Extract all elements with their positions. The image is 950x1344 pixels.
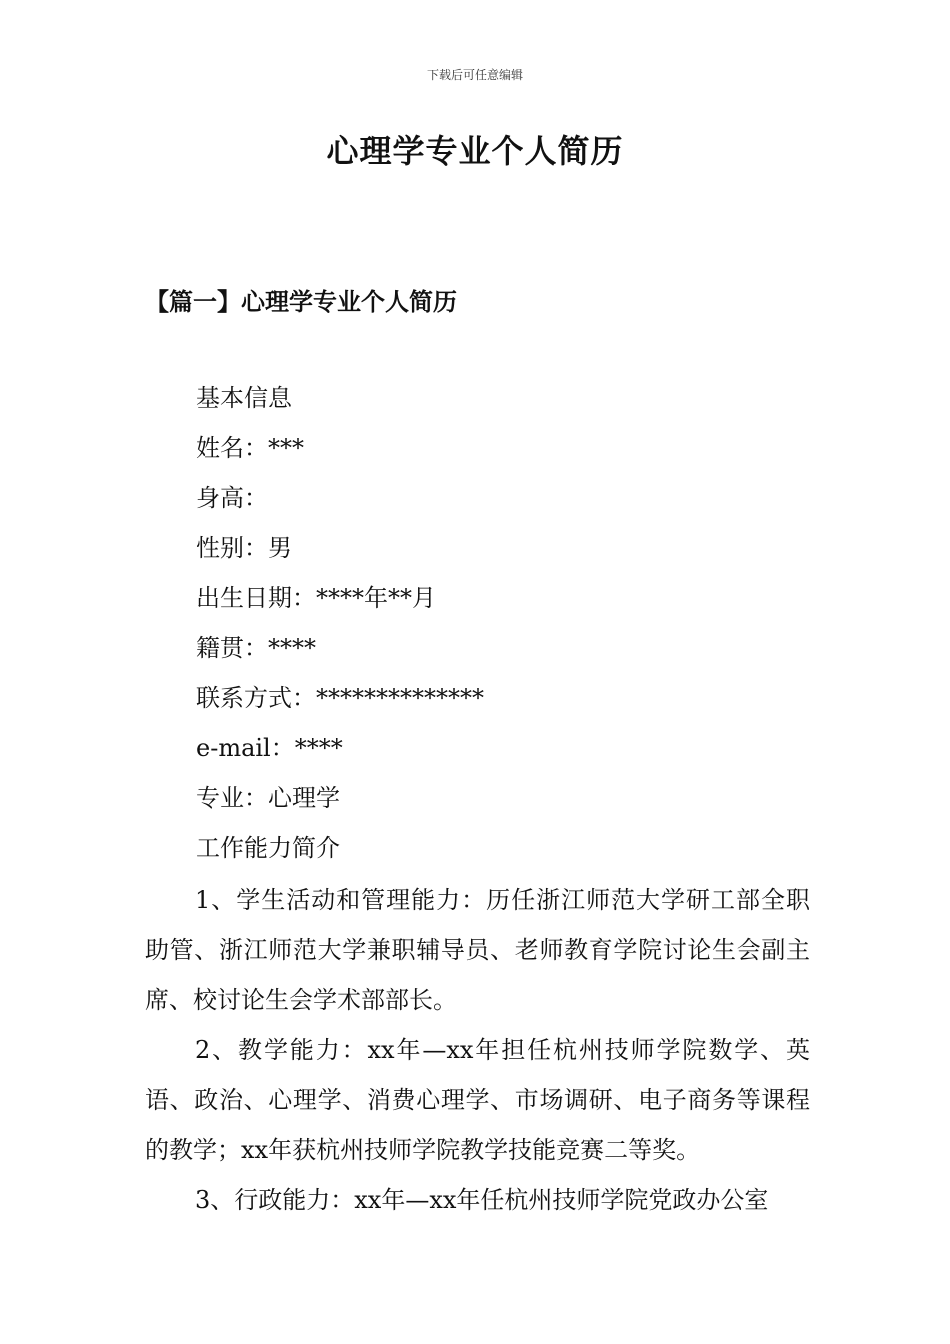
info-line-birth-date: 出生日期：****年**月 (196, 584, 436, 612)
paragraph-student-activities: 1、学生活动和管理能力：历任浙江师范大学研工部全职助管、浙江师范大学兼职辅导员、老师教育学院讨论生会副主席、校讨论生会学术部部长。 (145, 886, 810, 1014)
info-line-native-place: 籍贯：**** (196, 634, 316, 662)
header-note: 下载后可任意编辑 (426, 68, 523, 82)
paragraph-teaching: 2、教学能力：xx年—xx年担任杭州技师学院数学、英语、政治、心理学、消费心理学、市场调研、电子商务等课程的教学；xx年获杭州技师学院教学技能竞赛二等奖。 (145, 1036, 810, 1164)
info-line-height: 身高： (196, 484, 268, 512)
info-line-name: 姓名：*** (196, 434, 304, 462)
info-line-contact: 联系方式：************** (196, 684, 484, 712)
info-line-email: e-mail：**** (196, 734, 343, 762)
ability-paragraphs (145, 875, 810, 1225)
paragraph-administration: 3、行政能力：xx年—xx年任杭州技师学院党政办公室 (195, 1186, 769, 1214)
info-line-basic-info: 基本信息 (196, 384, 292, 412)
info-line-ability-heading: 工作能力简介 (196, 834, 340, 862)
info-line-major: 专业：心理学 (196, 784, 340, 812)
basic-info-list (196, 380, 484, 880)
document-title: 心理学专业个人简历 (326, 132, 624, 170)
info-line-gender: 性别：男 (196, 534, 292, 562)
section-heading: 【篇一】心理学专业个人简历 (145, 287, 457, 316)
